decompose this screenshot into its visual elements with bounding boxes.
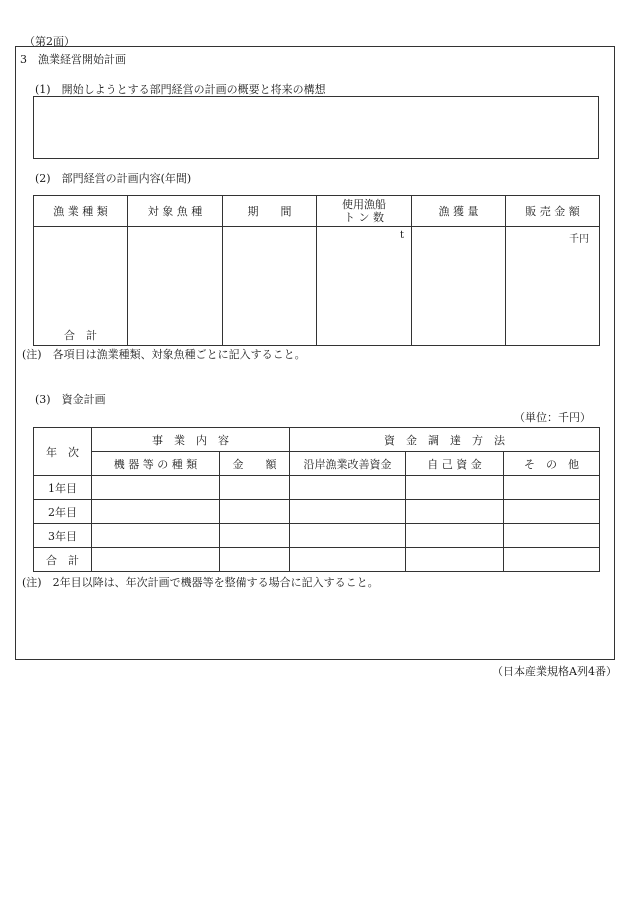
other-fund-cell[interactable] <box>504 548 600 572</box>
plan-overview-field[interactable] <box>33 96 599 159</box>
plan-table <box>33 195 600 346</box>
header-catch: 漁 獲 量 <box>412 196 506 227</box>
other-fund-cell[interactable] <box>504 476 600 500</box>
subsection-2-title: (2) 部門経営の計画内容(年間) <box>35 172 192 185</box>
tonnage-unit: t <box>399 230 404 241</box>
own-fund-cell[interactable] <box>406 476 504 500</box>
subsection-3-title: (3) 資金計画 <box>35 393 106 406</box>
note-1: (注) 各項目は漁業種類、対象魚種ごとに記入すること。 <box>22 348 306 361</box>
coastal-fund-cell[interactable] <box>290 548 406 572</box>
table-row <box>34 524 600 548</box>
sales-unit: 千円 <box>569 234 589 245</box>
note-2: (注) 2年目以降は、年次計画で機器等を整備する場合に記入すること。 <box>22 576 379 589</box>
equipment-cell[interactable] <box>92 476 220 500</box>
equipment-cell[interactable] <box>92 524 220 548</box>
amount-cell[interactable] <box>220 548 290 572</box>
own-fund-cell[interactable] <box>406 524 504 548</box>
equipment-type-header: 機 器 等 の 種 類 <box>92 452 220 476</box>
subsection-1-title: (1) 開始しようとする部門経営の計画の概要と将来の構想 <box>35 83 326 96</box>
sales-cell[interactable] <box>506 227 600 346</box>
own-fund-header: 自 己 資 金 <box>406 452 504 476</box>
section-title: 3 漁業経営開始計画 <box>20 53 126 66</box>
row-label: 1年目 <box>34 476 92 500</box>
amount-cell[interactable] <box>220 500 290 524</box>
plan-total-label: 合 計 <box>64 329 97 342</box>
page-label: （第2面） <box>24 35 75 48</box>
funding-header: 資 金 調 達 方 法 <box>290 428 600 452</box>
header-period: 期 間 <box>223 196 317 227</box>
equipment-cell[interactable] <box>92 500 220 524</box>
amount-cell[interactable] <box>220 476 290 500</box>
row-label: 3年目 <box>34 524 92 548</box>
header-fishery-type: 漁 業 種 類 <box>34 196 128 227</box>
other-fund-cell[interactable] <box>504 524 600 548</box>
other-fund-header: そ の 他 <box>504 452 600 476</box>
fund-table <box>33 427 600 572</box>
coastal-fund-header: 沿岸漁業改善資金 <box>290 452 406 476</box>
table-row <box>34 500 600 524</box>
coastal-fund-cell[interactable] <box>290 500 406 524</box>
fishery-type-cell[interactable] <box>34 227 128 346</box>
period-cell[interactable] <box>223 227 317 346</box>
header-target-species: 対 象 魚 種 <box>128 196 223 227</box>
header-vessel-tonnage-label: 使用漁船 ト ン 数 <box>342 198 386 224</box>
header-sales: 販 売 金 額 <box>506 196 600 227</box>
business-header: 事 業 内 容 <box>92 428 290 452</box>
amount-cell[interactable] <box>220 524 290 548</box>
other-fund-cell[interactable] <box>504 500 600 524</box>
unit-note: （単位：千円） <box>514 411 591 424</box>
header-vessel-tonnage <box>317 196 412 227</box>
target-species-cell[interactable] <box>128 227 223 346</box>
own-fund-cell[interactable] <box>406 500 504 524</box>
catch-cell[interactable] <box>412 227 506 346</box>
row-label: 2年目 <box>34 500 92 524</box>
table-row <box>34 476 600 500</box>
row-label: 合 計 <box>34 548 92 572</box>
own-fund-cell[interactable] <box>406 548 504 572</box>
year-header: 年 次 <box>34 428 92 476</box>
table-row <box>34 548 600 572</box>
footer-standard: （日本産業規格A列4番） <box>492 665 617 678</box>
coastal-fund-cell[interactable] <box>290 476 406 500</box>
vessel-tonnage-cell[interactable] <box>317 227 412 346</box>
equipment-cell[interactable] <box>92 548 220 572</box>
amount-header: 金 額 <box>220 452 290 476</box>
coastal-fund-cell[interactable] <box>290 524 406 548</box>
